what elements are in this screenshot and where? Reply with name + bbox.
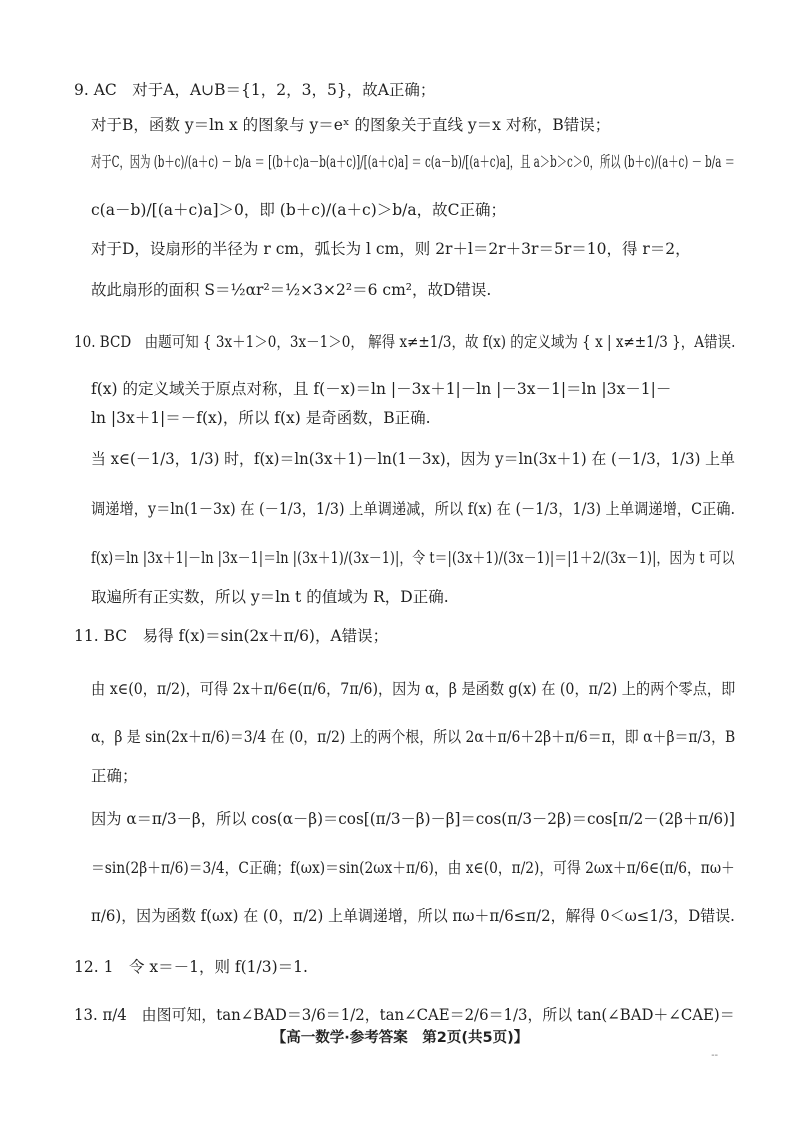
answer-12: 12. 1 令 x＝－1，则 f(1/3)＝1. xyxy=(74,958,308,976)
answer-13-heading: 13. π/4 由图可知，tan∠BAD＝3/6＝1/2，tan∠CAE＝2/6＝1/3，所以 tan(∠BAD＋∠CAE)＝ xyxy=(74,1006,735,1024)
answer-10-line-3: ln |3x＋1|＝－f(x)，所以 f(x) 是奇函数，B正确. xyxy=(91,409,431,427)
answer-9-line-d1: 对于D，设扇形的半径为 r cm，弧长为 l cm，则 2r＋l＝2r＋3r＝5r＝10，得 r＝2， xyxy=(91,240,691,258)
answer-11-line-3: α，β 是 sin(2x＋π/6)＝3/4 在 (0，π/2) 上的两个根，所以 2α＋π/6＋2β＋π/6＝π，即 α＋β＝π/3，B xyxy=(91,728,736,746)
answer-10-line-5: 调递增，y＝ln(1－3x) 在 (－1/3，1/3) 上单调递减，所以 f(x) 在 (－1/3，1/3) 上单调递增，C正确. xyxy=(91,500,736,518)
answer-10-line-2: f(x) 的定义域关于原点对称，且 f(－x)＝ln |－3x＋1|－ln |－3x－1|＝ln |3x－1|－ xyxy=(91,380,672,398)
answer-9-line-c1: 对于C，因为 (b＋c)/(a＋c) － b/a ＝ [(b＋c)a－b(a＋c)]/[(a＋c)a] ＝ c(a－b)/[(a＋c)a]，且 a＞b＞c＞0，所以 (b＋c)/(a＋c) － b/a ＝ xyxy=(91,153,735,171)
corner-mark: -- xyxy=(711,1050,718,1061)
answer-9-line-c2: c(a－b)/[(a＋c)a]＞0，即 (b＋c)/(a＋c)＞b/a，故C正确； xyxy=(91,201,506,219)
answer-9-line-b: 对于B，函数 y＝ln x 的图象与 y＝eˣ 的图象关于直线 y＝x 对称，B错误； xyxy=(91,116,611,134)
answer-11-line-5: 因为 α＝π/3－β，所以 cos(α－β)＝cos[(π/3－β)－β]＝cos(π/3－2β)＝cos[π/2－(2β＋π/6)] xyxy=(91,810,735,828)
answer-10-line-7: 取遍所有正实数，所以 y＝ln t 的值域为 R，D正确. xyxy=(91,588,449,606)
answer-11-line-4: 正确； xyxy=(91,767,138,785)
answer-10-line-6: f(x)＝ln |3x＋1|－ln |3x－1|＝ln |(3x＋1)/(3x－1)|，令 t＝|(3x＋1)/(3x－1)|＝|1＋2/(3x－1)|，因为 t 可以 xyxy=(91,549,735,567)
answer-9-heading: 9. AC 对于A，A∪B＝{1，2，3，5}，故A正确； xyxy=(74,81,436,99)
answer-11-line-2: 由 x∈(0，π/2)，可得 2x＋π/6∈(π/6，7π/6)，因为 α，β 是函数 g(x) 在 (0，π/2) 上的两个零点，即 xyxy=(91,680,736,698)
answer-11-line-7: π/6)，因为函数 f(ωx) 在 (0，π/2) 上单调递增，所以 πω＋π/6≤π/2，解得 0＜ω≤1/3，D错误. xyxy=(91,907,735,925)
page-footer: 【高一数学·参考答案 第2页(共5页)】 xyxy=(271,1030,529,1046)
answer-10-heading: 10. BCD 由题可知 { 3x＋1＞0，3x－1＞0， 解得 x≠±1/3，故 f(x) 的定义域为 { x | x≠±1/3 }，A错误. xyxy=(74,333,736,351)
answer-11-heading: 11. BC 易得 f(x)＝sin(2x＋π/6)，A错误； xyxy=(74,627,389,645)
answer-11-line-6: ＝sin(2β＋π/6)＝3/4，C正确；f(ωx)＝sin(2ωx＋π/6)，由 x∈(0，π/2)，可得 2ωx＋π/6∈(π/6，πω＋ xyxy=(91,859,735,877)
answer-9-line-d2: 故此扇形的面积 S＝½αr²＝½×3×2²＝6 cm²，故D错误. xyxy=(91,281,492,299)
answer-10-line-4: 当 x∈(－1/3，1/3) 时，f(x)＝ln(3x＋1)－ln(1－3x)，因为 y＝ln(3x＋1) 在 (－1/3，1/3) 上单 xyxy=(91,450,735,468)
